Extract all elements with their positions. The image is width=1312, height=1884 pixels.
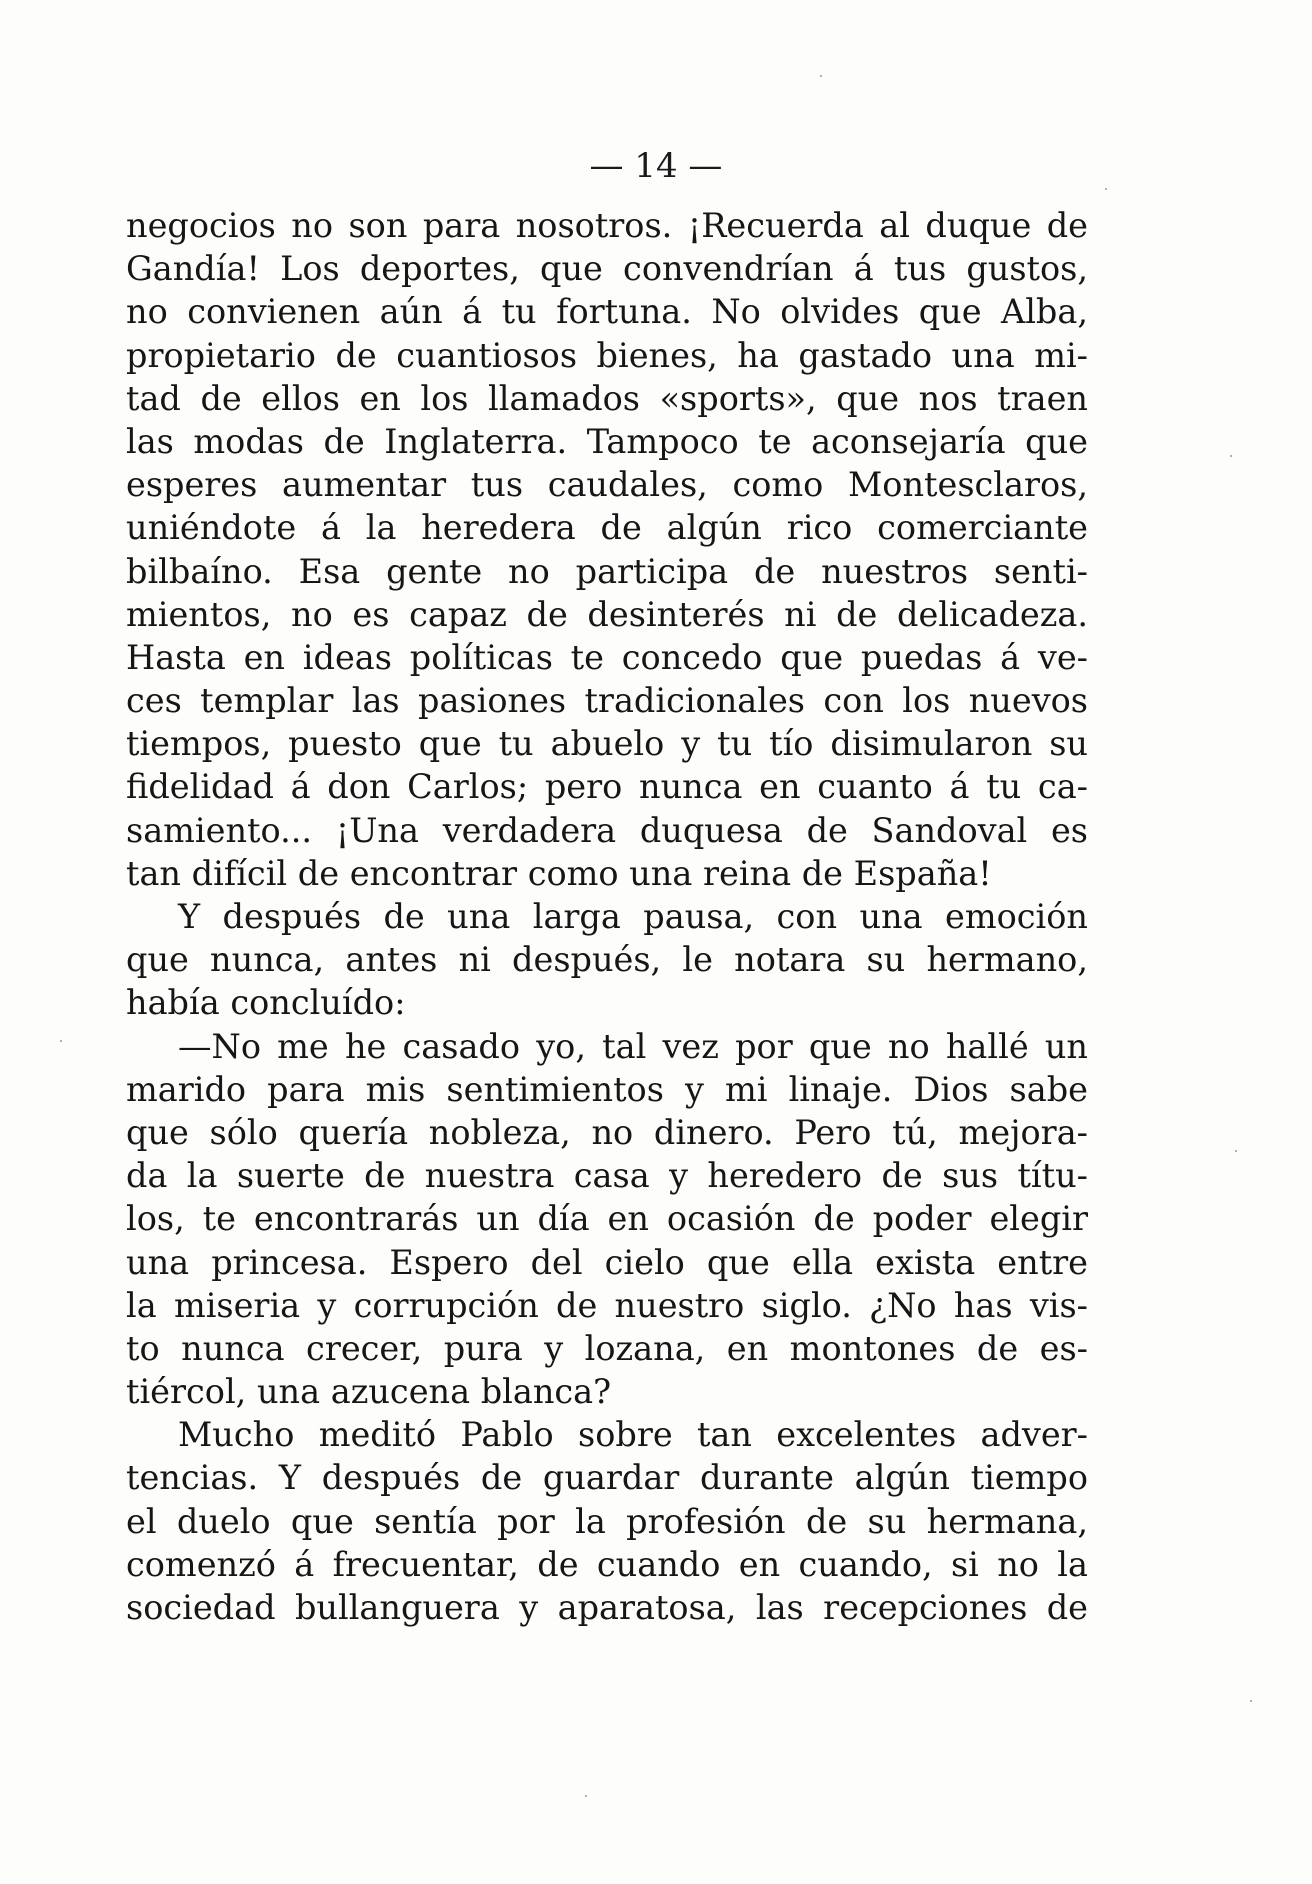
- text-line: mientos, no es capaz de desinterés ni de delicadeza.: [126, 594, 1088, 634]
- text-line: —No me he casado yo, tal vez por que no hallé un: [178, 1026, 1088, 1066]
- text-line: sociedad bullanguera y aparatosa, las recepciones de: [126, 1588, 1088, 1627]
- scan-speck: [1230, 455, 1232, 457]
- scan-speck: [1105, 188, 1107, 190]
- text-line: uniéndote á la heredera de algún rico comerciante: [126, 508, 1088, 548]
- scan-speck: [60, 1040, 62, 1042]
- page-number: — 14 —: [589, 146, 723, 186]
- text-line: Gandía! Los deportes, que convendrían á tus gustos,: [126, 249, 1088, 289]
- text-line: negocios no son para nosotros. ¡Recuerda al duque de: [126, 206, 1088, 245]
- text-line: el duelo que sentía por la profesión de su hermana,: [126, 1501, 1088, 1541]
- text-line: comenzó á frecuentar, de cuando en cuando, si no la: [126, 1544, 1088, 1584]
- scan-speck: [1235, 1150, 1237, 1152]
- text-line: propietario de cuantiosos bienes, ha gastado una mi-: [126, 335, 1088, 375]
- text-line: las modas de Inglaterra. Tampoco te aconsejaría que: [126, 421, 1088, 461]
- text-line: fidelidad á don Carlos; pero nunca en cuanto á tu ca-: [126, 767, 1088, 807]
- text-line: tad de ellos en los llamados «sports», que nos traen: [126, 378, 1088, 418]
- text-line: tiempos, puesto que tu abuelo y tu tío disimularon su: [126, 724, 1088, 764]
- scan-speck: [1250, 1700, 1252, 1702]
- scan-speck: [820, 75, 822, 77]
- text-line: Mucho meditó Pablo sobre tan excelentes adver-: [178, 1415, 1088, 1455]
- text-line: los, te encontrarás un día en ocasión de poder elegir: [126, 1199, 1088, 1239]
- text-line: que nunca, antes ni después, le notara su hermano,: [126, 940, 1088, 980]
- text-line: tan difícil de encontrar como una reina de España!: [126, 853, 992, 893]
- text-line: Hasta en ideas políticas te concedo que puedas á ve-: [126, 637, 1088, 677]
- text-line: tiércol, una azucena blanca?: [126, 1372, 612, 1412]
- text-line: samiento... ¡Una verdadera duquesa de Sandoval es: [126, 810, 1088, 850]
- text-line: Y después de una larga pausa, con una emoción: [178, 897, 1088, 936]
- text-line: tencias. Y después de guardar durante algún tiempo: [126, 1458, 1088, 1498]
- text-line: to nunca crecer, pura y lozana, en montones de es-: [126, 1328, 1088, 1368]
- scan-speck: [585, 1795, 587, 1797]
- text-line: ces templar las pasiones tradicionales con los nuevos: [126, 681, 1088, 721]
- text-line: da la suerte de nuestra casa y heredero de sus títu-: [126, 1156, 1088, 1196]
- text-line: no convienen aún á tu fortuna. No olvides que Alba,: [126, 292, 1088, 332]
- text-line: una princesa. Espero del cielo que ella exista entre: [126, 1242, 1088, 1282]
- text-line: esperes aumentar tus caudales, como Montesclaros,: [126, 465, 1088, 505]
- text-line: que sólo quería nobleza, no dinero. Pero tú, mejora-: [126, 1112, 1088, 1152]
- text-line: había concluído:: [126, 983, 406, 1023]
- text-line: la miseria y corrupción de nuestro siglo. ¿No has vis-: [126, 1285, 1088, 1325]
- text-line: marido para mis sentimientos y mi linaje. Dios sabe: [126, 1069, 1088, 1109]
- body-text: [126, 204, 1088, 1629]
- text-line: bilbaíno. Esa gente no participa de nuestros senti-: [126, 551, 1088, 591]
